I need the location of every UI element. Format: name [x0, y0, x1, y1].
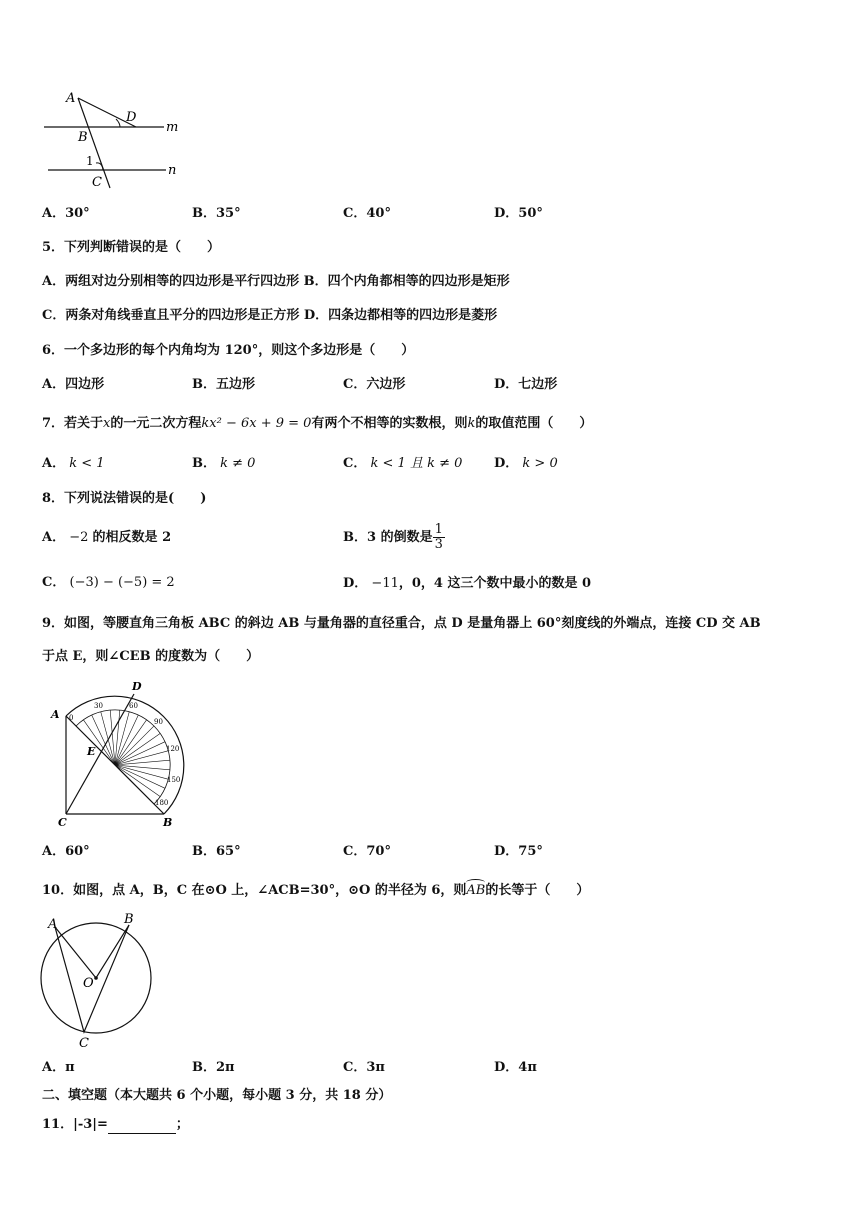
q4-option-a[interactable]: A．30° — [42, 206, 90, 221]
q4-label-1: 1 — [86, 154, 94, 168]
q4-label-m: m — [166, 120, 179, 135]
q9-option-b[interactable]: B．65° — [192, 844, 241, 859]
q7-option-c[interactable]: C． k < 1 且 k ≠ 0 — [343, 456, 463, 471]
q9-tick-150: 150 — [167, 776, 181, 784]
q7-option-d[interactable]: D． k > 0 — [494, 456, 558, 471]
q10-option-c[interactable]: C．3π — [343, 1060, 385, 1075]
q10-label-b: B — [124, 912, 134, 927]
q9-tick-90: 90 — [154, 718, 163, 726]
q6-option-a[interactable]: A．四边形 — [42, 377, 105, 392]
q5-stem: 5．下列判断错误的是（ ） — [42, 240, 221, 255]
q5-options-row2: C．两条对角线垂直且平分的四边形是正方形 D．四条边都相等的四边形是菱形 — [42, 308, 498, 323]
q6-option-b[interactable]: B．五边形 — [192, 377, 256, 392]
q9-option-d[interactable]: D．75° — [494, 844, 543, 859]
q4-label-a: A — [66, 91, 76, 106]
q9-tick-0: 0 — [69, 714, 74, 722]
q6-option-d[interactable]: D．七边形 — [494, 377, 558, 392]
q9-label-a: A — [51, 708, 60, 721]
q4-option-c[interactable]: C．40° — [343, 206, 391, 221]
q9-label-b: B — [163, 816, 173, 829]
q5-options-row1: A．两组对边分别相等的四边形是平行四边形 B．四个内角都相等的四边形是矩形 — [42, 274, 510, 289]
q10-label-o: O — [83, 976, 94, 991]
q9-figure — [48, 678, 198, 833]
q8-option-c[interactable]: C． (−3) − (−5) = 2 — [42, 575, 175, 590]
q9-tick-30: 30 — [94, 702, 103, 710]
arc-ab: AB — [466, 883, 486, 898]
protractor-ray — [115, 734, 160, 766]
q9-label-e: E — [87, 745, 96, 758]
protractor-ray — [76, 726, 115, 765]
q8-stem: 8．下列说法错误的是( ) — [42, 491, 207, 506]
q4-label-n: n — [168, 163, 177, 178]
q9-stem-line1: 9．如图，等腰直角三角板 ABC 的斜边 AB 与量角器的直径重合，点 D 是量角器上 60°刻度线的外端点，连接 CD 交 AB — [42, 616, 761, 631]
q9-label-c: C — [58, 816, 67, 829]
protractor-ray — [84, 720, 116, 765]
q8-option-b[interactable]: B．3 的倒数是 $\frac{1}{3}$ — [343, 522, 443, 552]
q7-option-b[interactable]: B． k ≠ 0 — [192, 456, 256, 471]
q4-label-c: C — [92, 175, 102, 190]
q4-label-b: B — [78, 130, 88, 145]
q4-option-b[interactable]: B．35° — [192, 206, 241, 221]
q9-tick-60: 60 — [129, 702, 138, 710]
q8-option-d[interactable]: D． −11，0，4 这三个数中最小的数是 0 — [343, 576, 592, 591]
q10-label-c: C — [79, 1036, 89, 1048]
q11-stem: 11．|-3|= ； — [42, 1117, 189, 1132]
q6-stem: 6．一个多边形的每个内角均为 120°，则这个多边形是（ ） — [42, 343, 415, 358]
q9-tick-180: 180 — [155, 799, 169, 807]
q9-label-d: D — [132, 680, 142, 693]
q8-fraction: $\frac{1}{3}$ — [434, 522, 443, 552]
q4-label-d: D — [126, 110, 137, 125]
q9-tick-120: 120 — [166, 745, 180, 753]
protractor-ray — [115, 765, 154, 804]
q7-stem: 7．若关于x的一元二次方程kx² − 6x + 9 = 0有两个不相等的实数根，则k的取值范围（ ） — [42, 416, 593, 431]
q10-figure — [36, 910, 160, 1048]
q10-option-a[interactable]: A．π — [42, 1060, 75, 1075]
q4-option-d[interactable]: D．50° — [494, 206, 543, 221]
q6-option-c[interactable]: C．六边形 — [343, 377, 406, 392]
q10-label-a: A — [48, 917, 58, 932]
section-heading: 二、填空题（本大题共 6 个小题，每小题 3 分，共 18 分） — [42, 1088, 392, 1103]
q10-option-b[interactable]: B．2π — [192, 1060, 235, 1075]
q8-option-a[interactable]: A． −2 的相反数是 2 — [42, 530, 172, 545]
protractor-ray — [115, 765, 160, 797]
q11-answer-blank[interactable] — [108, 1119, 176, 1134]
q10-option-d[interactable]: D．4π — [494, 1060, 537, 1075]
q9-option-a[interactable]: A．60° — [42, 844, 90, 859]
q9-stem-line2: 于点 E，则∠CEB 的度数为（ ） — [42, 649, 260, 664]
q7-option-a[interactable]: A． k < 1 — [42, 456, 105, 471]
protractor-ray — [115, 726, 154, 765]
q9-option-c[interactable]: C．70° — [343, 844, 391, 859]
protractor-ray — [115, 720, 147, 765]
q4-figure — [36, 88, 186, 193]
q10-stem: 10．如图，点 A，B，C 在⊙O 上，∠ACB=30°，⊙O 的半径为 6，则AB的长等于（ ） — [42, 883, 590, 898]
